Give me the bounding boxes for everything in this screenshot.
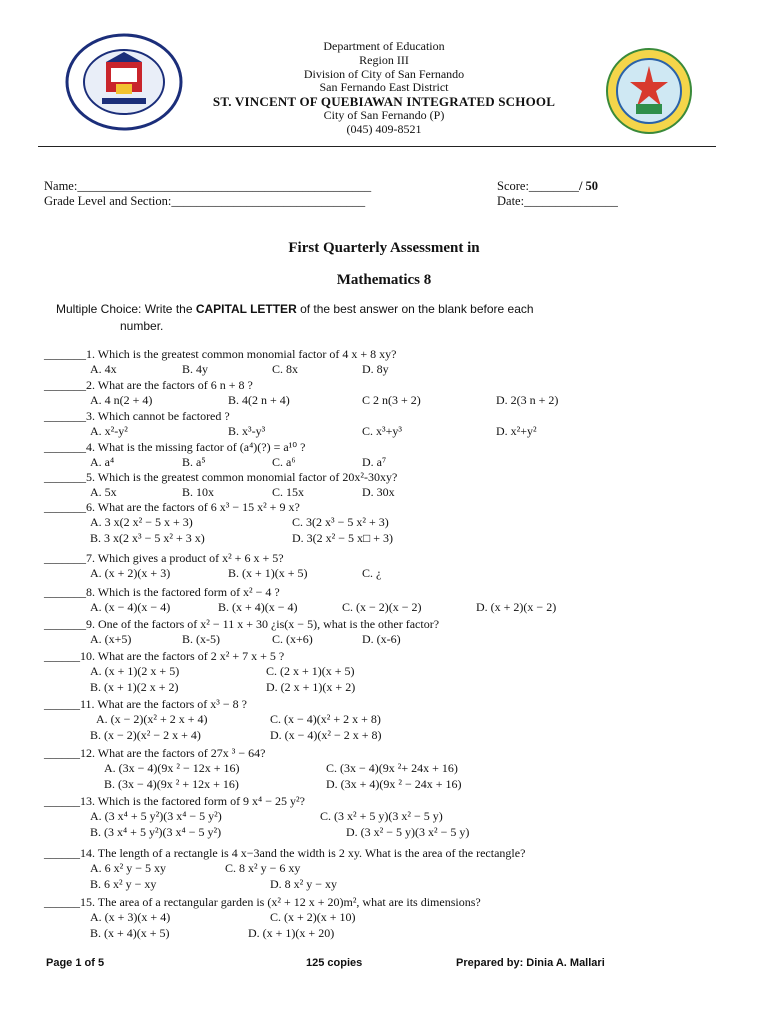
- q11-choice-c: C. (x − 4)(x² + 2 x + 8): [270, 712, 381, 726]
- q1-choice-a: A. 4x: [90, 362, 117, 376]
- question-10: ______10. What are the factors of 2 x² + 7 x + 5 ?: [44, 649, 285, 663]
- q15-choice-a: A. (x + 3)(x + 4): [90, 910, 171, 924]
- q13-choice-d: D. (3 x² − 5 y)(3 x² − 5 y): [346, 825, 470, 839]
- q3-choice-a: A. x²-y²: [90, 424, 128, 438]
- q6-choice-c: C. 3(2 x³ − 5 x² + 3): [292, 515, 389, 529]
- q11-choice-b: B. (x − 2)(x² − 2 x + 4): [90, 728, 201, 742]
- q11-choice-a: A. (x − 2)(x² + 2 x + 4): [96, 712, 208, 726]
- instructions: Multiple Choice: Write the CAPITAL LETTER of the best answer on the blank before each: [56, 302, 534, 316]
- prepared-by: Prepared by: Dinia A. Mallari: [456, 957, 605, 969]
- q9-choice-b: B. (x-5): [182, 632, 220, 646]
- question-2: _______2. What are the factors of 6 n + 8 ?: [44, 378, 253, 392]
- question-5: _______5. Which is the greatest common monomial factor of 20x²-30xy?: [44, 470, 398, 484]
- q2-choice-a: A. 4 n(2 + 4): [90, 393, 153, 407]
- q12-choice-d: D. (3x + 4)(9x ² − 24x + 16): [326, 777, 462, 791]
- q15-choice-b: B. (x + 4)(x + 5): [90, 926, 170, 940]
- score-field[interactable]: [497, 179, 598, 194]
- q10-choice-d: D. (2 x + 1)(x + 2): [266, 680, 356, 694]
- q15-choice-c: C. (x + 2)(x + 10): [270, 910, 356, 924]
- q3-choice-b: B. x³-y³: [228, 424, 266, 438]
- q8-choice-c: C. (x − 2)(x − 2): [342, 600, 422, 614]
- q10-choice-a: A. (x + 1)(2 x + 5): [90, 664, 180, 678]
- q5-choice-d: D. 30x: [362, 485, 395, 499]
- q3-choice-c: C. x³+y³: [362, 424, 402, 438]
- q5-choice-a: A. 5x: [90, 485, 117, 499]
- school-city: City of San Fernando (P): [323, 108, 445, 122]
- q5-choice-b: B. 10x: [182, 485, 215, 499]
- q9-choice-d: D. (x-6): [362, 632, 401, 646]
- q9-choice-a: A. (x+5): [90, 632, 132, 646]
- name-field[interactable]: Name:_______________________________________________: [44, 179, 372, 193]
- q13-choice-a: A. (3 x⁴ + 5 y²)(3 x⁴ − 5 y²): [90, 809, 222, 823]
- instructions-line-2: number.: [120, 319, 164, 333]
- q7-choice-c: C. ¿: [362, 566, 382, 580]
- question-15: ______15. The area of a rectangular garden is (x² + 12 x + 20)m², what are its dimensions?: [44, 895, 481, 909]
- header-line-2: Region III: [359, 53, 409, 67]
- school-phone: (045) 409-8521: [346, 122, 422, 136]
- q6-choice-d: D. 3(2 x² − 5 x□ + 3): [292, 531, 394, 545]
- q6-choice-b: B. 3 x(2 x³ − 5 x² + 3 x): [90, 531, 205, 545]
- q14-choice-a: A. 6 x² y − 5 xy: [90, 861, 167, 875]
- q8-choice-b: B. (x + 4)(x − 4): [218, 600, 298, 614]
- q8-choice-d: D. (x + 2)(x − 2): [476, 600, 557, 614]
- header-line-1: Department of Education: [323, 39, 445, 53]
- q7-choice-a: A. (x + 2)(x + 3): [90, 566, 171, 580]
- q4-choice-a: A. a⁴: [90, 455, 115, 469]
- school-name: ST. VINCENT OF QUEBIAWAN INTEGRATED SCHOOL: [212, 94, 556, 109]
- question-7: _______7. Which gives a product of x² + 6 x + 5?: [44, 551, 284, 565]
- question-13: ______13. Which is the factored form of 9 x⁴ − 25 y²?: [44, 794, 305, 808]
- q13-choice-c: C. (3 x² + 5 y)(3 x² − 5 y): [320, 809, 443, 823]
- header-divider: [38, 146, 716, 147]
- q7-choice-b: B. (x + 1)(x + 5): [228, 566, 308, 580]
- q4-choice-b: B. a⁵: [182, 455, 206, 469]
- q2-choice-b: B. 4(2 n + 4): [228, 393, 290, 407]
- q12-choice-c: C. (3x − 4)(9x ²+ 24x + 16): [326, 761, 458, 775]
- q5-choice-c: C. 15x: [272, 485, 305, 499]
- question-4: _______4. What is the missing factor of (a⁴)(?) = a¹⁰ ?: [44, 440, 306, 454]
- q12-choice-a: A. (3x − 4)(9x ² − 12x + 16): [104, 761, 240, 775]
- q8-choice-a: A. (x − 4)(x − 4): [90, 600, 171, 614]
- question-11: ______11. What are the factors of x³ − 8 ?: [44, 697, 247, 711]
- question-3: _______3. Which cannot be factored ?: [44, 409, 230, 423]
- score-total: / 50: [578, 179, 599, 193]
- q2-choice-d: D. 2(3 n + 2): [496, 393, 559, 407]
- q1-choice-d: D. 8y: [362, 362, 389, 376]
- question-9: _______9. One of the factors of x² − 11 x + 30 ¿is(x − 5), what is the other factor?: [44, 617, 440, 631]
- q12-choice-b: B. (3x − 4)(9x ² + 12x + 16): [104, 777, 239, 791]
- q15-choice-d: D. (x + 1)(x + 20): [248, 926, 335, 940]
- q4-choice-c: C. a⁶: [272, 455, 296, 469]
- q1-choice-c: C. 8x: [272, 362, 299, 376]
- q3-choice-d: D. x²+y²: [496, 424, 537, 438]
- q10-choice-b: B. (x + 1)(2 x + 2): [90, 680, 179, 694]
- question-1: _______1. Which is the greatest common monomial factor of 4 x + 8 xy?: [44, 347, 397, 361]
- q14-choice-d: D. 8 x² y − xy: [270, 877, 338, 891]
- q11-choice-d: D. (x − 4)(x² − 2 x + 8): [270, 728, 382, 742]
- question-12: ______12. What are the factors of 27x ³ − 64?: [44, 746, 266, 760]
- q14-choice-c: C. 8 x² y − 6 xy: [225, 861, 301, 875]
- page-number: Page 1 of 5: [46, 957, 105, 969]
- score-label: Score:________: [497, 179, 579, 193]
- header-line-3: Division of City of San Fernando: [303, 67, 465, 81]
- header-line-4: San Fernando East District: [319, 80, 449, 94]
- q6-choice-a: A. 3 x(2 x² − 5 x + 3): [90, 515, 193, 529]
- date-field[interactable]: Date:_______________: [497, 194, 618, 208]
- q13-choice-b: B. (3 x⁴ + 5 y²)(3 x⁴ − 5 y²): [90, 825, 222, 839]
- question-8: _______8. Which is the factored form of x² − 4 ?: [44, 585, 280, 599]
- assessment-title: First Quarterly Assessment in: [288, 240, 480, 256]
- q2-choice-c: C 2 n(3 + 2): [362, 393, 421, 407]
- q14-choice-b: B. 6 x² y − xy: [90, 877, 157, 891]
- q10-choice-c: C. (2 x + 1)(x + 5): [266, 664, 355, 678]
- question-6: _______6. What are the factors of 6 x³ − 15 x² + 9 x?: [44, 500, 300, 514]
- q4-choice-d: D. a⁷: [362, 455, 387, 469]
- q9-choice-c: C. (x+6): [272, 632, 313, 646]
- q1-choice-b: B. 4y: [182, 362, 209, 376]
- copies-count: 125 copies: [306, 957, 363, 969]
- subject-title: Mathematics 8: [336, 272, 432, 288]
- question-14: ______14. The length of a rectangle is 4 x−3and the width is 2 xy. What is the area of the rectangle?: [44, 846, 526, 860]
- grade-section-field[interactable]: Grade Level and Section:_______________________________: [44, 194, 366, 208]
